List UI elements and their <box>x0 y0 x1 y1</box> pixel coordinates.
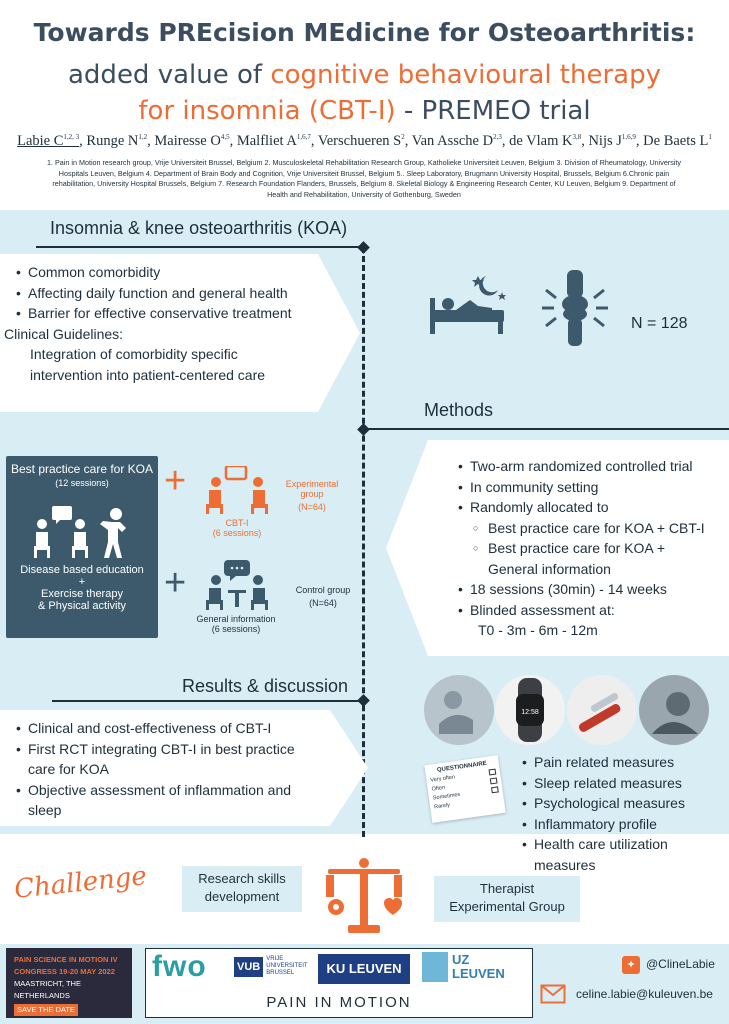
intro-content <box>4 262 324 385</box>
results-heading-rule <box>52 700 364 702</box>
methods-arm: ○ Best practice care for KOA + CBT-I <box>476 518 728 539</box>
cbt-i-icon <box>206 466 268 514</box>
title-line-3 <box>0 92 729 130</box>
uz-logo-text: UZ LEUVEN <box>452 952 505 981</box>
questionnaire-option: Sometimes <box>433 786 499 801</box>
intro-bullet: • Barrier for effective conservative treatment <box>18 303 324 324</box>
measure-item: • Inflammatory profile <box>524 814 728 835</box>
author: De Baets $L^1$ <box>643 133 712 149</box>
title-highlight-1: cognitive behavioural therapy <box>270 60 661 90</box>
guidelines-text: Integration of comorbidity specific intervention into patient-centered care <box>30 346 266 383</box>
methods-bullet: • 18 sessions (30min) - 14 weeks <box>460 579 728 600</box>
author: Van Assche D$^{2,3}$ <box>411 133 502 149</box>
polysomnography-photo <box>638 674 710 746</box>
author: Runge N$^{1,2}$ <box>86 133 148 149</box>
twitter-icon[interactable]: ✦ <box>622 956 640 974</box>
measure-item: • Pain related measures <box>524 752 728 773</box>
physical-assessment-photo <box>423 674 495 746</box>
methods-bullet: • Randomly allocated to <box>460 497 728 518</box>
experimental-sessions: (6 sessions) <box>212 528 262 538</box>
congress-line: SAVE THE DATE <box>14 1004 78 1016</box>
timepoints: T0 - 3m - 6m - 12m <box>478 622 598 638</box>
challenge-right: Therapist Experimental Group <box>434 876 580 922</box>
uz-leuven-logo <box>422 952 505 982</box>
twitter-handle[interactable]: @ClineLabie <box>646 957 715 971</box>
control-sessions: (6 sessions) <box>211 624 261 634</box>
congress-line: PAIN SCIENCE IN MOTION IV <box>14 955 118 964</box>
general-information-icon <box>206 560 268 610</box>
measure-item: • Health care utilization measures <box>524 834 728 875</box>
challenge-label: Challenge <box>12 861 149 905</box>
control-group-label: Control group <box>295 585 351 595</box>
title-highlight-2: for insomnia (CBT-I) <box>138 96 396 126</box>
author: Malfliet A$^{1,6,7}$ <box>236 133 311 149</box>
box-plus: + <box>78 576 86 588</box>
email-address[interactable]: celine.labie@kuleuven.be <box>576 987 713 1001</box>
questionnaire-option: Rarely <box>433 802 451 811</box>
fwo-logo: fwo <box>152 950 207 983</box>
measure-item: • Psychological measures <box>524 793 728 814</box>
box-line-3: & Physical activity <box>37 600 127 612</box>
methods-heading-rule <box>362 428 729 430</box>
author: Verschueren $S^2$ <box>317 133 405 149</box>
watch-time: 12:58 <box>521 709 539 716</box>
methods-bullet: • In community setting <box>460 477 728 498</box>
best-practice-title: Best practice care for KOA <box>10 462 154 476</box>
results-bullet: • First RCT integrating CBT-I in best practice care for KOA <box>18 739 318 780</box>
experimental-group <box>276 479 348 512</box>
balance-scale-icon <box>322 855 406 939</box>
experimental-intervention <box>196 518 278 538</box>
author: Nijs J$^{1,6,9}$ <box>588 133 636 149</box>
plus-experimental: + <box>164 460 187 502</box>
pain-in-motion-logo: PAIN IN MOTION <box>266 994 412 1011</box>
methods-arm: ○ Best practice care for KOA + General information <box>476 538 698 579</box>
methods-heading: Methods <box>424 400 494 420</box>
congress-line: CONGRESS 19-20 MAY 2022 <box>14 967 115 976</box>
education-exercise-icon <box>34 506 130 558</box>
title-line-2 <box>0 56 729 94</box>
author: Mairesse O$^{4,5}$ <box>154 133 230 149</box>
guidelines-label: Clinical Guidelines: <box>4 325 124 342</box>
questionnaire-option: Very often <box>430 769 496 784</box>
plus-control: + <box>164 562 187 604</box>
methods-bullet: • Two-arm randomized controlled trial <box>460 456 728 477</box>
challenge-left: Research skills development <box>182 866 302 912</box>
author: Labie C$^{1,2, 3}$ <box>17 133 80 149</box>
questionnaire-title: QUESTIONNAIRE <box>436 760 488 774</box>
vub-logo-mark: VUB <box>234 957 263 977</box>
sample-size: N = 128 <box>631 315 688 332</box>
control-label: General information <box>196 614 276 624</box>
title-line-1: Towards PREcision MEdicine for Osteoarthritis: <box>33 18 696 47</box>
control-group <box>290 585 356 608</box>
questionnaire-option: Often <box>431 777 497 792</box>
vub-logo-text: VRIJE UNIVERSITEIT BRUSSEL <box>266 956 308 976</box>
email-icon[interactable] <box>540 984 566 1004</box>
results-content <box>4 718 326 821</box>
questionnaire-card <box>424 755 505 823</box>
measure-item: • Sleep related measures <box>524 773 728 794</box>
activity-watch-photo <box>494 674 566 746</box>
box-line-2: Exercise therapy <box>41 588 123 600</box>
methods-content <box>446 456 728 641</box>
blood-sample-photo <box>566 674 638 746</box>
congress-line: MAASTRICHT, THE NETHERLANDS <box>14 979 81 1000</box>
author: de Vlam K$^{3,8}$ <box>509 133 582 149</box>
experimental-n: (N=64) <box>298 502 326 512</box>
authors: Labie C$^{1,2, 3}$, Runge N$^{1,2}$, Mairesse O$^{4,5}$, Malfliet A$^{1,6,7}$, Verschueren $S^2$, Van Assche D$^{2,3}$, de Vlam K$^{3,8}$, Nijs J$^{1,6,9}$, De Baets $L^1$ <box>17 133 712 149</box>
intro-bullet: • Common comorbidity <box>18 262 324 283</box>
vub-logo <box>234 956 308 977</box>
experimental-group-label: Experimental group <box>285 479 339 499</box>
affiliations: 1. Pain in Motion research group, Vrije Universiteit Brussel, Belgium 2. Musculoskeletal Rehabilitation Research Group, Katholieke Universiteit Leuven, Belgium 3. Division of Rheumatology, University Hospitals Leuven, Belgium 4. Department of Brain Body and Cognition, Vrije Universiteit Brussel, Belgium 5.. Sleep Laboratory, Brugmann University Hospital, Brussels, Belgium 6.Chronic pain rehabilitation, University Hospital Brussels, Belgium 7. Research Foundation Flanders, Brussels, Belgium 8. Skeletal Biology & Engineering Research Center, KU Leuven, Belgium 9. Department of Health and Rehabilitation, University of Gothenburg, Sweden <box>47 158 681 199</box>
intro-heading: Insomnia & knee osteoarthritis (KOA) <box>50 218 348 238</box>
intro-heading-rule <box>36 246 364 248</box>
intro-bullet: • Affecting daily function and general health <box>18 283 324 304</box>
control-intervention <box>180 614 292 634</box>
results-bullet: • Clinical and cost-effectiveness of CBT-I <box>18 718 326 739</box>
title-line-2-pre: added value of <box>68 60 271 90</box>
title-line-3-post: - PREMEO trial <box>395 96 591 126</box>
methods-bullet: • Blinded assessment at: <box>460 600 728 621</box>
box-line-1: Disease based education <box>20 564 144 576</box>
best-practice-sessions: (12 sessions) <box>55 478 109 488</box>
outcome-measures <box>518 752 728 875</box>
uz-logo-mark <box>422 952 448 982</box>
control-n: (N=64) <box>309 598 337 608</box>
knee-pain-icon <box>540 268 610 348</box>
experimental-label: CBT-I <box>225 518 249 528</box>
results-heading: Results & discussion <box>182 676 349 696</box>
ku-leuven-logo: KU LEUVEN <box>318 954 410 984</box>
best-practice-box <box>6 456 158 638</box>
results-bullet: • Objective assessment of inflammation and sleep <box>18 780 328 821</box>
congress-banner <box>6 948 132 1018</box>
sleep-bed-icon <box>426 272 508 334</box>
